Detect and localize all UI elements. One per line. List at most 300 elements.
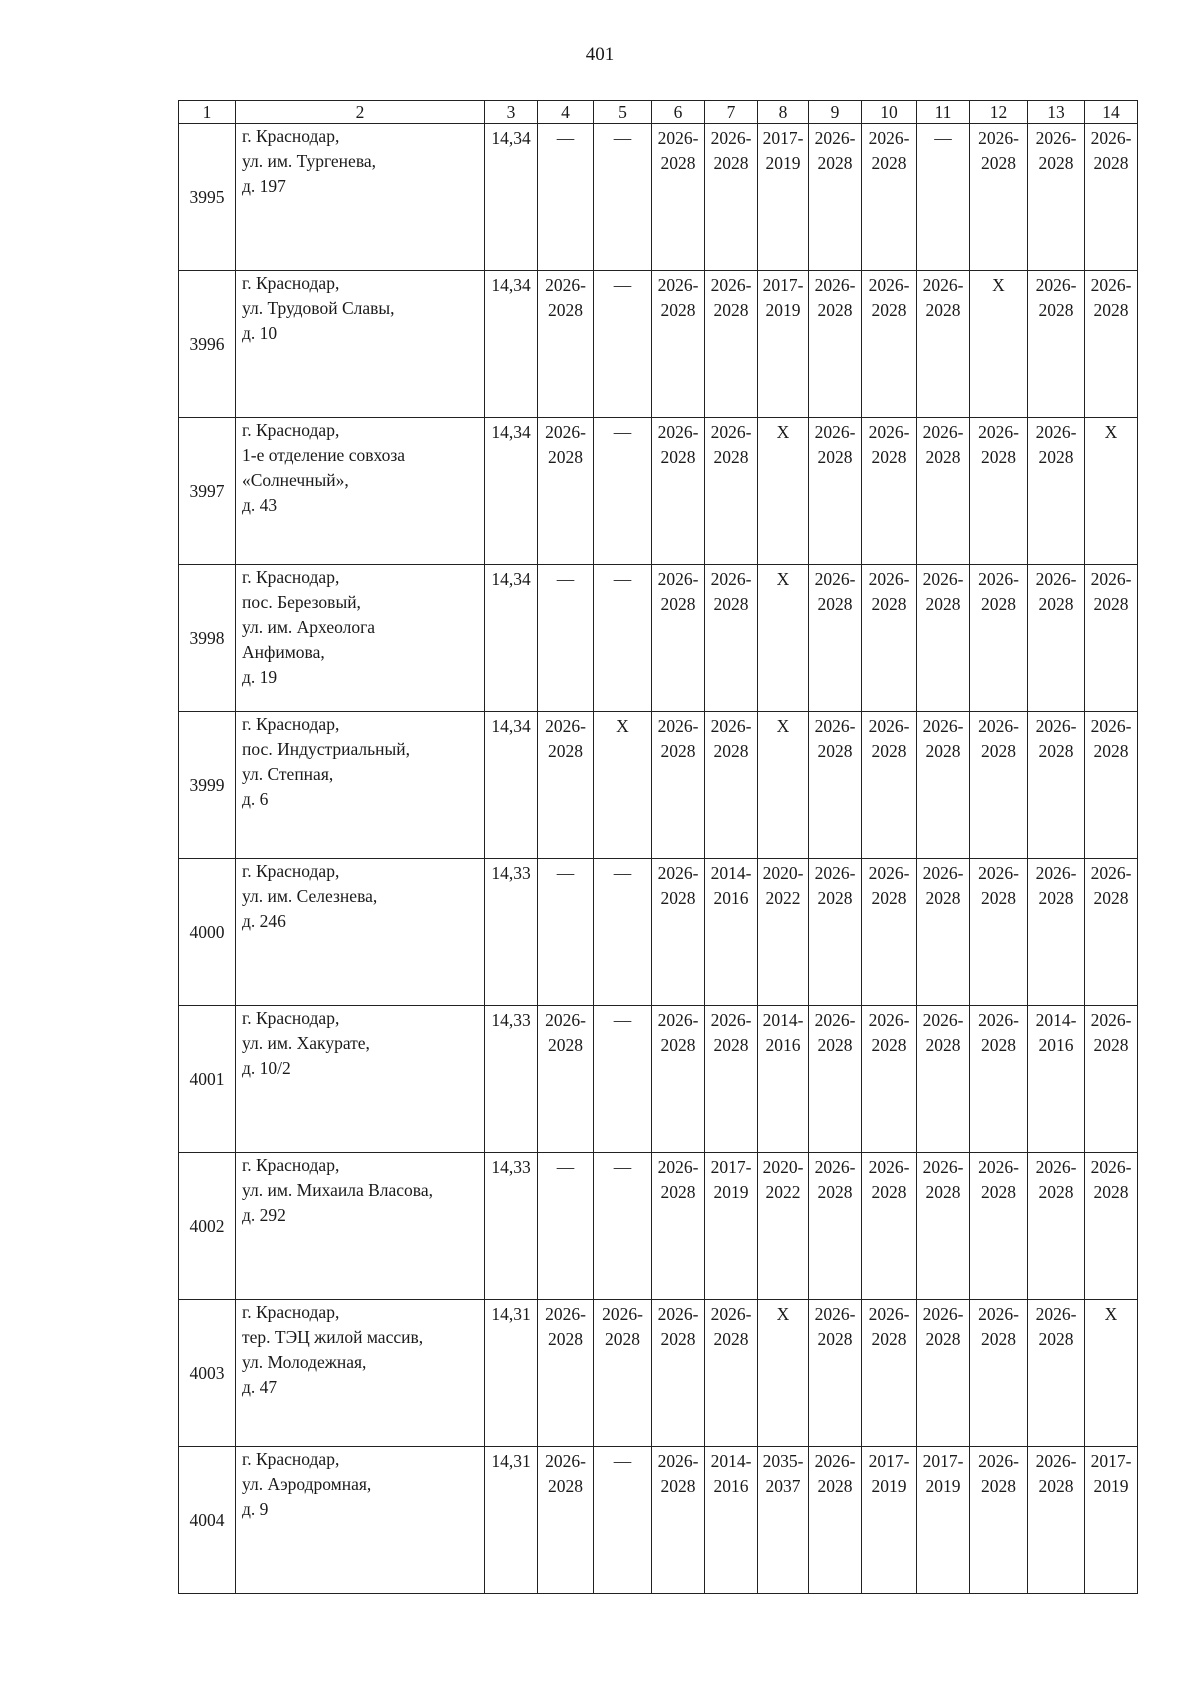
term-line: 2026- (710, 1010, 752, 1030)
term-line: 2026- (922, 1304, 964, 1324)
term-line: 2016 (713, 888, 749, 908)
register-table (178, 100, 1138, 1594)
term-line: — (613, 422, 632, 442)
term-line: 2026- (978, 716, 1019, 736)
term-line: X (776, 422, 790, 442)
column-number-header: 4 (538, 101, 594, 124)
area-cell: 14,33 (485, 1153, 538, 1300)
address-cell (236, 418, 485, 565)
table-row (179, 859, 1138, 1006)
address-line: д. 43 (242, 495, 278, 515)
term-line: X (776, 1304, 790, 1324)
term-line: 2026- (922, 1157, 964, 1177)
term-line: 2022 (765, 888, 801, 908)
address-line: ул. Трудовой Славы, (242, 298, 395, 318)
row-number: 3996 (179, 271, 236, 418)
address-cell (236, 565, 485, 712)
term-line: 2028 (1093, 153, 1129, 173)
term-line: 2026- (1090, 1010, 1132, 1030)
term-line: 2026- (922, 275, 964, 295)
term-cell (970, 1006, 1028, 1153)
address-line: д. 292 (242, 1205, 286, 1225)
term-line: 2037 (765, 1476, 801, 1496)
term-line: 2028 (871, 1182, 907, 1202)
term-line: X (992, 275, 1005, 295)
term-cell (538, 1153, 594, 1300)
term-cell (970, 1153, 1028, 1300)
address-line: 1-е отделение совхоза (242, 445, 405, 465)
term-line: 2026- (868, 863, 910, 883)
term-line: 2026- (978, 1304, 1019, 1324)
address-line: д. 10 (242, 323, 278, 343)
term-line: 2026- (657, 128, 699, 148)
term-line: 2026- (814, 863, 856, 883)
term-line: 2026- (1035, 1304, 1077, 1324)
term-line: 2028 (981, 594, 1016, 614)
address-line: г. Краснодар, (242, 420, 340, 440)
address-cell (236, 859, 485, 1006)
term-cell (809, 1447, 862, 1594)
area-cell: 14,34 (485, 418, 538, 565)
term-cell (758, 1153, 809, 1300)
term-line: 2028 (1038, 1329, 1074, 1349)
term-line: 2026- (710, 569, 752, 589)
term-cell (652, 271, 705, 418)
term-line: 2028 (925, 447, 961, 467)
term-line: 2026- (868, 1304, 910, 1324)
term-line: 2017- (922, 1451, 964, 1471)
term-cell (594, 271, 652, 418)
term-cell (594, 859, 652, 1006)
address-line: г. Краснодар, (242, 861, 340, 881)
term-cell (652, 712, 705, 859)
address-cell (236, 124, 485, 271)
term-line: 2026- (814, 1304, 856, 1324)
term-line: 2028 (981, 1329, 1016, 1349)
term-line: 2028 (925, 300, 961, 320)
term-line: 2026- (657, 1157, 699, 1177)
term-cell (758, 418, 809, 565)
area-cell: 14,34 (485, 712, 538, 859)
address-line: г. Краснодар, (242, 126, 340, 146)
term-cell (538, 1447, 594, 1594)
term-line: 2028 (817, 594, 853, 614)
address-cell (236, 1300, 485, 1447)
term-cell (705, 859, 758, 1006)
term-cell (917, 271, 970, 418)
term-line: 2028 (871, 300, 907, 320)
term-line: 2028 (660, 300, 696, 320)
term-line: 2026- (814, 716, 856, 736)
term-line: 2026- (868, 716, 910, 736)
address-line: г. Краснодар, (242, 1155, 340, 1175)
term-line: 2026- (657, 569, 699, 589)
address-line: д. 6 (242, 789, 269, 809)
term-line: 2019 (925, 1476, 961, 1496)
address-cell (236, 1153, 485, 1300)
term-line: 2028 (871, 1035, 907, 1055)
term-cell (594, 418, 652, 565)
term-line: 2026- (1035, 863, 1077, 883)
term-line: 2026- (814, 569, 856, 589)
term-line: 2028 (1038, 1476, 1074, 1496)
term-line: 2028 (871, 741, 907, 761)
term-line: 2028 (817, 1035, 853, 1055)
term-line: 2026- (814, 1157, 856, 1177)
term-line: 2026- (657, 716, 699, 736)
term-line: — (613, 1157, 632, 1177)
term-line: 2028 (925, 1329, 961, 1349)
table-row (179, 1006, 1138, 1153)
column-number-header: 2 (236, 101, 485, 124)
table-row (179, 418, 1138, 565)
term-line: 2026- (1090, 1157, 1132, 1177)
term-line: 2028 (817, 1476, 853, 1496)
term-line: 2026- (1090, 569, 1132, 589)
term-cell (1028, 271, 1085, 418)
term-line: 2028 (713, 300, 749, 320)
term-line: 2020- (762, 1157, 804, 1177)
term-line: 2028 (1093, 1035, 1129, 1055)
term-cell (538, 124, 594, 271)
address-cell (236, 271, 485, 418)
term-line: 2019 (713, 1182, 749, 1202)
term-line: 2028 (713, 594, 749, 614)
address-line: г. Краснодар, (242, 1302, 340, 1322)
term-line: 2026- (814, 1451, 856, 1471)
term-line: 2028 (713, 1035, 749, 1055)
term-line: 2026- (1035, 569, 1077, 589)
term-cell (758, 1006, 809, 1153)
term-line: 2016 (765, 1035, 801, 1055)
term-line: 2026- (1035, 275, 1077, 295)
term-cell (594, 1447, 652, 1594)
term-line: 2028 (1038, 300, 1074, 320)
address-line: ул. им. Михаила Власова, (242, 1180, 433, 1200)
term-line: 2026- (868, 128, 910, 148)
term-cell (917, 1006, 970, 1153)
table-row (179, 565, 1138, 712)
term-cell (809, 1153, 862, 1300)
term-cell (809, 565, 862, 712)
term-line: 2026- (922, 863, 964, 883)
address-line: д. 47 (242, 1377, 278, 1397)
term-line: 2014- (710, 1451, 752, 1471)
address-cell (236, 712, 485, 859)
term-cell (1028, 712, 1085, 859)
row-number: 4001 (179, 1006, 236, 1153)
term-line: 2028 (1093, 888, 1129, 908)
term-cell (705, 1300, 758, 1447)
term-line: 2026- (545, 716, 586, 736)
term-line: 2028 (981, 741, 1016, 761)
term-line: 2028 (817, 741, 853, 761)
term-line: 2026- (657, 1451, 699, 1471)
term-cell (970, 712, 1028, 859)
row-number: 3997 (179, 418, 236, 565)
area-cell: 14,33 (485, 859, 538, 1006)
term-cell (705, 124, 758, 271)
term-cell (705, 565, 758, 712)
term-line: 2026- (545, 1304, 586, 1324)
term-cell (809, 124, 862, 271)
term-cell (862, 271, 917, 418)
page-number: 401 (585, 44, 615, 65)
area-cell: 14,34 (485, 271, 538, 418)
term-line: 2026- (922, 569, 964, 589)
term-line: 2028 (660, 741, 696, 761)
term-cell (652, 418, 705, 565)
term-line: 2026- (545, 275, 586, 295)
term-cell (1085, 565, 1138, 712)
term-cell (1085, 271, 1138, 418)
term-cell (970, 1300, 1028, 1447)
address-line: ул. Степная, (242, 764, 334, 784)
term-line: 2026- (710, 128, 752, 148)
address-line: г. Краснодар, (242, 1008, 340, 1028)
term-cell (809, 1300, 862, 1447)
term-line: 2028 (871, 153, 907, 173)
term-line: 2019 (765, 153, 801, 173)
term-cell (970, 124, 1028, 271)
term-cell (862, 124, 917, 271)
term-cell (862, 565, 917, 712)
term-cell (538, 418, 594, 565)
term-cell (1028, 124, 1085, 271)
term-cell (809, 712, 862, 859)
term-line: 2014- (762, 1010, 804, 1030)
term-cell (538, 1006, 594, 1153)
term-line: 2026- (1090, 863, 1132, 883)
term-cell (758, 1300, 809, 1447)
term-cell (809, 859, 862, 1006)
column-number-header: 9 (809, 101, 862, 124)
term-line: 2026- (868, 1157, 910, 1177)
term-cell (809, 271, 862, 418)
address-cell (236, 1006, 485, 1153)
term-line: 2017- (762, 275, 804, 295)
term-cell (1085, 1153, 1138, 1300)
term-cell (652, 1006, 705, 1153)
term-cell (970, 418, 1028, 565)
term-line: 2026- (710, 275, 752, 295)
term-cell (970, 565, 1028, 712)
term-line: 2028 (548, 300, 583, 320)
term-cell (1028, 859, 1085, 1006)
column-number-header: 7 (705, 101, 758, 124)
term-line: 2028 (817, 888, 853, 908)
term-line: 2028 (660, 1476, 696, 1496)
term-cell (652, 565, 705, 712)
term-line: 2026- (814, 275, 856, 295)
term-line: 2014- (1035, 1010, 1077, 1030)
term-line: 2028 (871, 1329, 907, 1349)
term-line: 2028 (548, 741, 583, 761)
address-line: г. Краснодар, (242, 273, 340, 293)
term-cell (970, 859, 1028, 1006)
term-cell (1085, 859, 1138, 1006)
term-line: 2028 (817, 447, 853, 467)
term-cell (917, 418, 970, 565)
address-line: ул. Аэродромная, (242, 1474, 372, 1494)
term-line: 2026- (545, 422, 586, 442)
term-cell (1028, 1153, 1085, 1300)
row-number: 4000 (179, 859, 236, 1006)
term-line: 2028 (713, 1329, 749, 1349)
address-line: д. 9 (242, 1499, 269, 1519)
term-cell (1085, 1447, 1138, 1594)
term-line: 2026- (710, 422, 752, 442)
term-cell (970, 1447, 1028, 1594)
term-cell (1028, 565, 1085, 712)
term-line: 2026- (657, 275, 699, 295)
term-line: 2019 (1093, 1476, 1129, 1496)
term-cell (1028, 1006, 1085, 1153)
area-cell: 14,31 (485, 1300, 538, 1447)
term-line: — (556, 128, 575, 148)
term-line: 2026- (1035, 716, 1077, 736)
term-line: 2028 (1038, 447, 1074, 467)
term-cell (758, 124, 809, 271)
term-line: 2026- (868, 275, 910, 295)
term-cell (917, 712, 970, 859)
term-cell (862, 1300, 917, 1447)
term-line: 2028 (817, 153, 853, 173)
term-line: 2028 (1038, 153, 1074, 173)
column-number-header: 10 (862, 101, 917, 124)
term-line: 2035- (762, 1451, 804, 1471)
term-line: 2028 (548, 1035, 583, 1055)
term-line: 2017- (762, 128, 804, 148)
term-line: — (613, 863, 632, 883)
term-line: 2028 (817, 300, 853, 320)
term-cell (1028, 1300, 1085, 1447)
term-line: 2028 (817, 1329, 853, 1349)
term-line: 2028 (871, 447, 907, 467)
term-cell (862, 712, 917, 859)
row-number: 3995 (179, 124, 236, 271)
term-cell (917, 124, 970, 271)
term-line: 2026- (657, 422, 699, 442)
area-cell: 14,34 (485, 565, 538, 712)
term-cell (652, 1153, 705, 1300)
term-line: 2026- (978, 1451, 1019, 1471)
term-line: 2026- (657, 863, 699, 883)
term-cell (917, 1447, 970, 1594)
column-number-header: 13 (1028, 101, 1085, 124)
term-cell (705, 271, 758, 418)
term-line: 2017- (868, 1451, 910, 1471)
area-cell: 14,31 (485, 1447, 538, 1594)
term-cell (652, 1447, 705, 1594)
address-cell (236, 1447, 485, 1594)
column-number-header: 14 (1085, 101, 1138, 124)
term-line: 2028 (981, 153, 1016, 173)
term-line: 2017- (710, 1157, 752, 1177)
term-line: 2026- (1035, 1451, 1077, 1471)
term-line: 2028 (871, 888, 907, 908)
term-cell (594, 124, 652, 271)
term-line: 2026- (1035, 128, 1077, 148)
address-line: д. 10/2 (242, 1058, 291, 1078)
term-cell (1085, 1300, 1138, 1447)
term-line: 2028 (548, 1476, 583, 1496)
term-line: 2028 (925, 741, 961, 761)
term-line: 2026- (545, 1010, 586, 1030)
term-line: 2028 (981, 888, 1016, 908)
term-line: X (776, 716, 790, 736)
term-line: 2028 (871, 594, 907, 614)
term-line: 2028 (925, 1182, 961, 1202)
term-line: 2028 (1093, 300, 1129, 320)
term-line: — (556, 1157, 575, 1177)
term-cell (652, 124, 705, 271)
term-line: 2028 (605, 1329, 640, 1349)
term-cell (862, 1447, 917, 1594)
term-cell (538, 859, 594, 1006)
term-cell (758, 712, 809, 859)
address-line: г. Краснодар, (242, 567, 340, 587)
term-line: 2028 (660, 594, 696, 614)
term-line: 2028 (660, 447, 696, 467)
term-cell (917, 1153, 970, 1300)
term-line: 2026- (814, 422, 856, 442)
term-line: 2028 (1093, 741, 1129, 761)
term-line: 2028 (925, 594, 961, 614)
term-line: 2028 (1038, 741, 1074, 761)
term-line: 2026- (1035, 422, 1077, 442)
term-cell (594, 565, 652, 712)
term-line: 2026- (868, 422, 910, 442)
term-line: 2026- (978, 1010, 1019, 1030)
term-line: 2026- (922, 422, 964, 442)
term-cell (705, 1006, 758, 1153)
column-number-header: 3 (485, 101, 538, 124)
term-line: 2026- (1090, 275, 1132, 295)
address-line: пос. Березовый, (242, 592, 361, 612)
address-line: Анфимова, (242, 642, 325, 662)
term-line: 2026- (922, 1010, 964, 1030)
row-number: 4002 (179, 1153, 236, 1300)
term-line: 2026- (710, 1304, 752, 1324)
address-line: ул. им. Археолога (242, 617, 376, 637)
term-line: 2026- (814, 1010, 856, 1030)
column-number-header: 8 (758, 101, 809, 124)
term-cell (809, 1006, 862, 1153)
term-cell (594, 1006, 652, 1153)
term-line: 2020- (762, 863, 804, 883)
term-line: 2028 (817, 1182, 853, 1202)
term-cell (594, 1153, 652, 1300)
table-row (179, 271, 1138, 418)
term-line: 2026- (978, 128, 1019, 148)
column-number-header: 12 (970, 101, 1028, 124)
term-line: 2028 (548, 447, 583, 467)
term-line: 2026- (868, 1010, 910, 1030)
table-row (179, 1447, 1138, 1594)
term-line: 2028 (1038, 1182, 1074, 1202)
term-line: 2014- (710, 863, 752, 883)
term-cell (538, 712, 594, 859)
term-cell (1085, 418, 1138, 565)
term-cell (705, 1153, 758, 1300)
column-number-header: 5 (594, 101, 652, 124)
term-line: — (556, 863, 575, 883)
term-cell (705, 712, 758, 859)
term-line: 2026- (1090, 128, 1132, 148)
term-line: 2028 (1038, 594, 1074, 614)
term-line: 2026- (978, 863, 1019, 883)
